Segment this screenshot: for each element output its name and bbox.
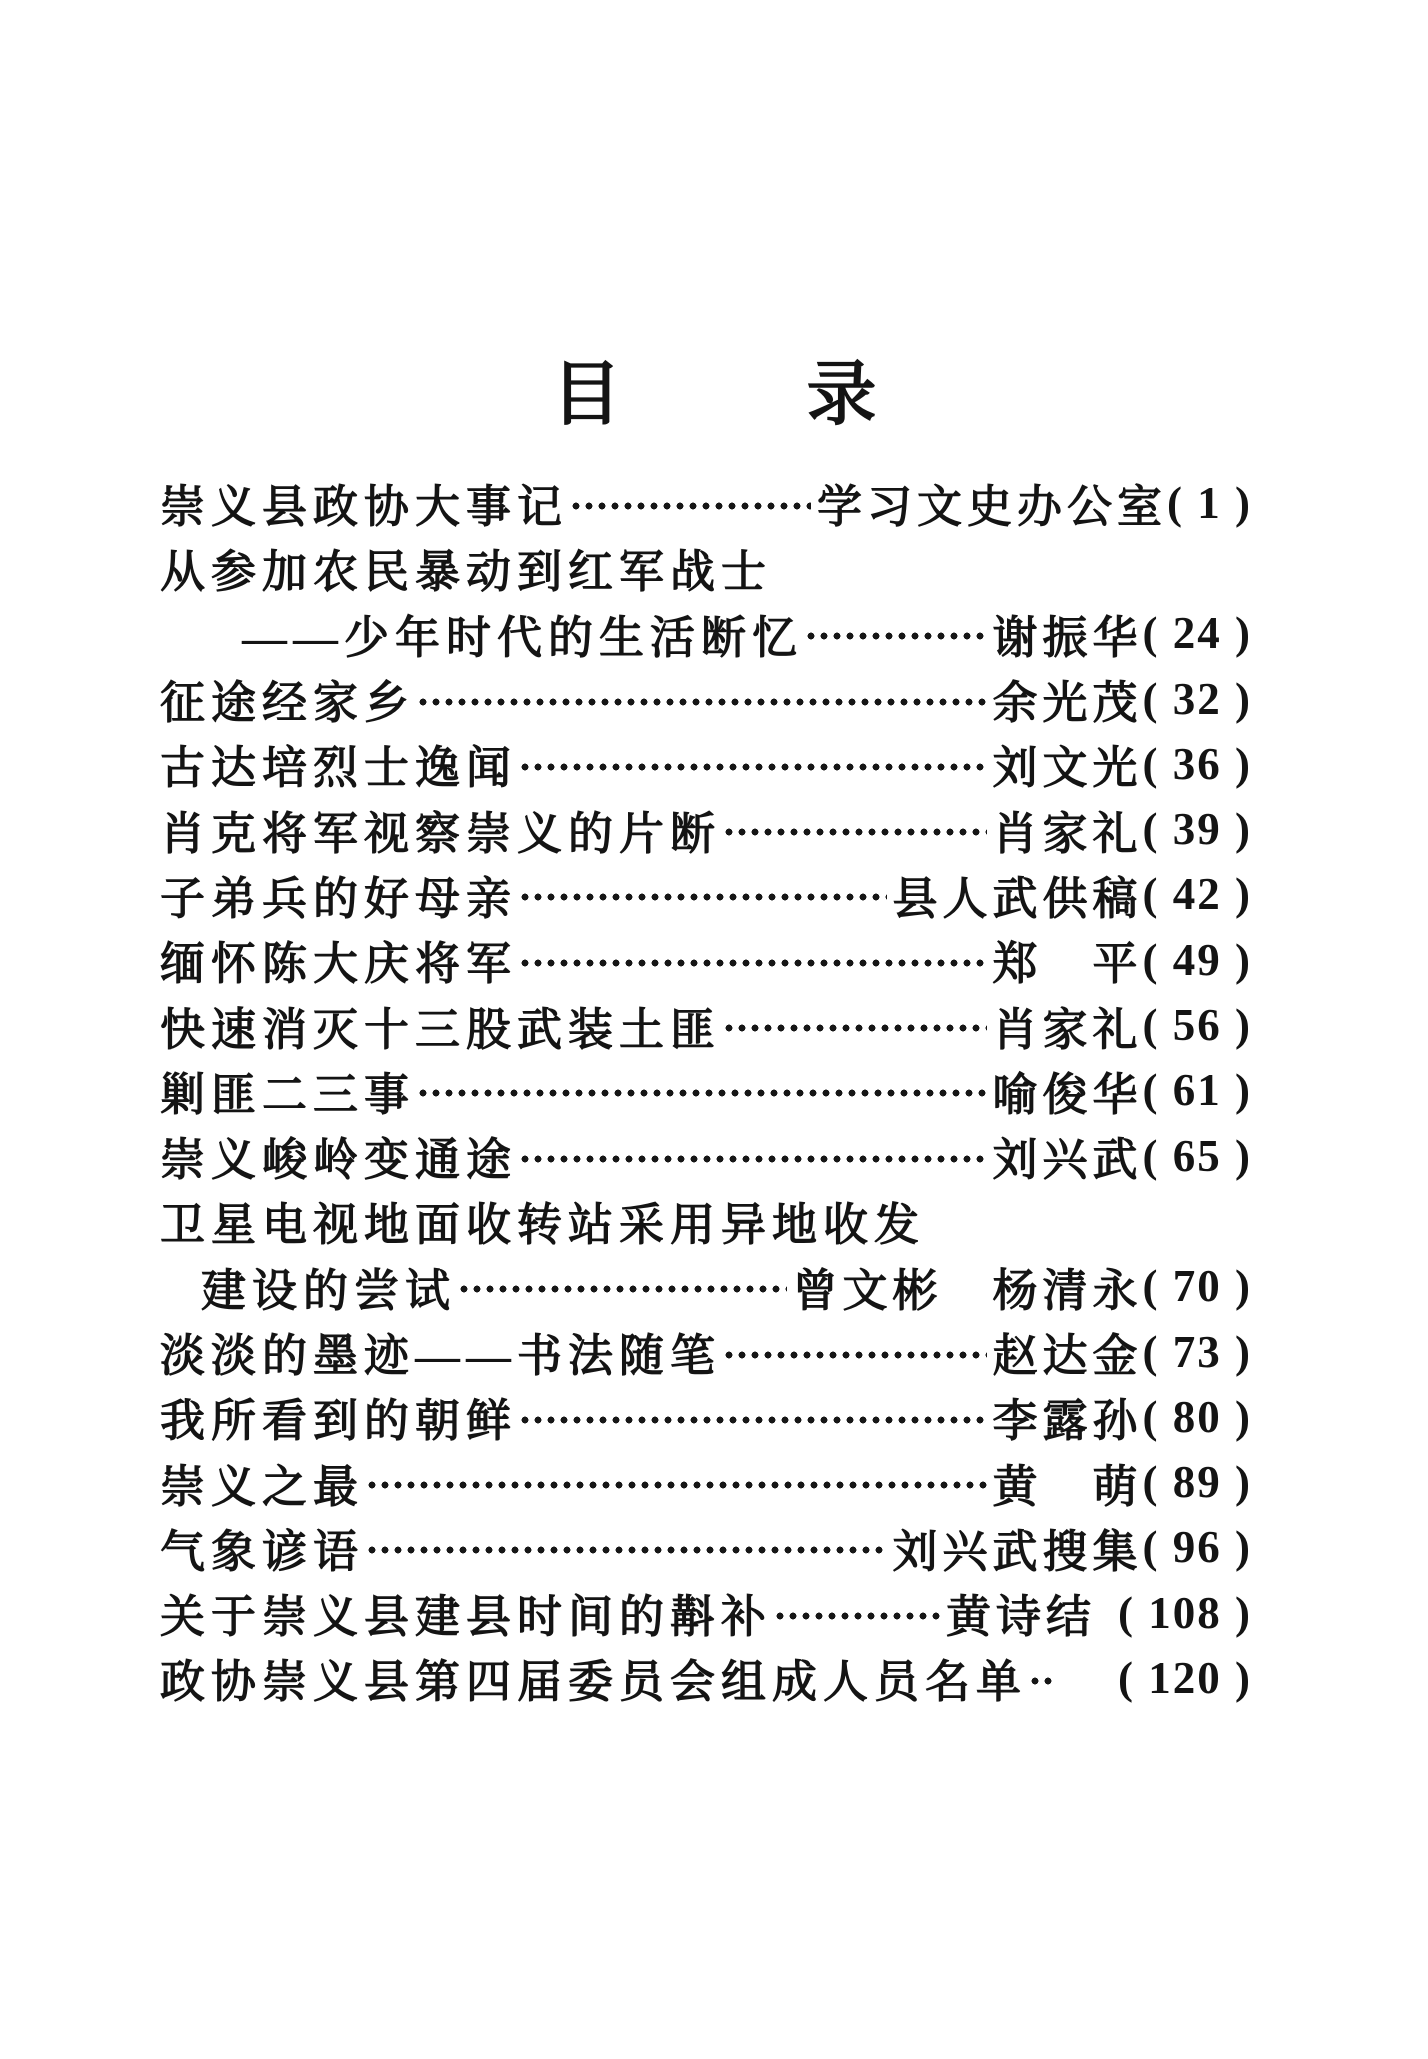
toc-entry-author: 刘兴武搜集 — [892, 1526, 1143, 1577]
toc-entry-author: 黄诗结 — [946, 1592, 1097, 1643]
toc-entry — [160, 1645, 1252, 1710]
toc-list — [160, 470, 1252, 1711]
toc-entry-title: 古达培烈士逸闻 — [160, 743, 518, 794]
toc-entry-title: 我所看到的朝鲜 — [160, 1396, 518, 1447]
toc-entry-title: 征途经家乡 — [160, 678, 416, 729]
toc-entry-author: 肖家礼 — [992, 1004, 1143, 1055]
toc-entry-author: 肖家礼 — [992, 808, 1143, 859]
dot-leader — [723, 1350, 986, 1360]
dot-leader — [519, 892, 886, 902]
dot-leader — [458, 1284, 786, 1294]
toc-entry-title: 子弟兵的好母亲 — [160, 873, 518, 924]
toc-entry-title: 快速消灭十三股武装土匪 — [160, 1004, 722, 1055]
toc-entry-page: ( 39 ) — [1142, 804, 1252, 855]
toc-entry — [160, 535, 1252, 600]
toc-entry — [160, 1058, 1252, 1123]
toc-entry — [160, 992, 1252, 1057]
toc-entry-title: 剿匪二三事 — [160, 1069, 416, 1120]
toc-entry-title: 从参加农民暴动到红军战士 — [160, 547, 773, 598]
toc-entry — [160, 1580, 1252, 1645]
toc-entry-page: ( 42 ) — [1142, 869, 1252, 920]
toc-entry-page: ( 96 ) — [1142, 1522, 1252, 1573]
toc-entry-page: ( 56 ) — [1142, 1000, 1252, 1051]
toc-entry-title: 缅怀陈大庆将军 — [160, 939, 518, 990]
toc-entry-author: 县人武供稿 — [892, 873, 1143, 924]
dot-leader — [366, 1545, 886, 1555]
toc-entry-page: ( 32 ) — [1142, 673, 1252, 724]
toc-entry-author: 余光茂 — [992, 678, 1143, 729]
dot-leader — [519, 1154, 986, 1164]
dot-leader — [417, 697, 986, 707]
toc-entry-page: ( 24 ) — [1142, 608, 1252, 659]
toc-entry-author: 赵达金 — [992, 1331, 1143, 1381]
dot-leader — [805, 631, 986, 641]
toc-entry — [160, 470, 1252, 535]
toc-entry-page: ( 89 ) — [1142, 1457, 1252, 1508]
toc-entry-title: 关于崇义县建县时间的斠补 — [160, 1592, 773, 1643]
toc-entry-page: ( 1 ) — [1167, 477, 1252, 528]
toc-entry — [160, 1319, 1252, 1384]
toc-entry — [160, 1384, 1252, 1449]
dot-leader — [774, 1611, 940, 1621]
toc-entry-author: 谢振华 — [992, 612, 1143, 663]
toc-entry-author: 李露孙 — [992, 1396, 1143, 1447]
dot-leader — [723, 1023, 986, 1033]
toc-entry — [160, 1123, 1252, 1188]
toc-entry-author: 曾文彬 杨清永 — [792, 1265, 1143, 1316]
toc-entry-title: 政协崇义县第四届委员会组成人员名单 — [160, 1657, 1028, 1708]
toc-entry-title: 气象谚语 — [160, 1526, 365, 1577]
toc-entry — [160, 601, 1252, 666]
toc-entry — [160, 796, 1252, 861]
toc-entry-title: ——少年时代的生活断忆 — [242, 612, 804, 663]
dot-leader — [1029, 1676, 1057, 1686]
toc-entry-page: ( 36 ) — [1142, 738, 1252, 789]
toc-entry-page: ( 73 ) — [1142, 1326, 1252, 1377]
toc-entry-title: 建设的尝试 — [201, 1265, 457, 1316]
toc-entry-title: 崇义之最 — [160, 1461, 365, 1512]
toc-entry — [160, 862, 1252, 927]
dot-leader — [366, 1480, 986, 1490]
toc-entry — [160, 1188, 1252, 1253]
dot-leader — [723, 827, 986, 837]
toc-entry-title: 崇义县政协大事记 — [160, 482, 569, 533]
toc-entry-author: 刘文光 — [992, 743, 1143, 794]
toc-entry-author: 喻俊华 — [992, 1069, 1143, 1120]
toc-entry-page: ( 120 ) — [1118, 1652, 1252, 1703]
page-title — [0, 358, 1428, 434]
toc-entry-author: 黄 萌 — [992, 1461, 1143, 1512]
toc-entry — [160, 1254, 1252, 1319]
toc-entry-title: 肖克将军视察崇义的片断 — [160, 808, 722, 859]
dot-leader — [417, 1088, 986, 1098]
toc-entry — [160, 1449, 1252, 1514]
toc-entry — [160, 666, 1252, 731]
dot-leader — [570, 501, 811, 511]
dot-leader — [519, 762, 986, 772]
toc-entry — [160, 1515, 1252, 1580]
toc-entry-author: 刘兴武 — [992, 1135, 1143, 1186]
toc-entry-page: ( 80 ) — [1142, 1391, 1252, 1442]
toc-entry-page: ( 65 ) — [1142, 1130, 1252, 1181]
toc-entry-page: ( 49 ) — [1142, 934, 1252, 985]
toc-entry-title: 淡淡的墨迹——书法随笔 — [160, 1331, 722, 1381]
toc-entry-page: ( 61 ) — [1142, 1065, 1252, 1116]
toc-entry — [160, 927, 1252, 992]
toc-entry — [160, 731, 1252, 796]
toc-entry-page: ( 70 ) — [1142, 1261, 1252, 1312]
toc-entry-title: 崇义峻岭变通途 — [160, 1135, 518, 1186]
toc-entry-author: 郑 平 — [992, 939, 1143, 990]
page-title-char-right: 录 — [806, 357, 877, 434]
dot-leader — [519, 1415, 986, 1425]
dot-leader — [519, 958, 986, 968]
toc-entry-page: ( 108 ) — [1118, 1587, 1252, 1638]
toc-entry-title: 卫星电视地面收转站采用异地收发 — [160, 1200, 926, 1251]
toc-entry-author: 学习文史办公室 — [817, 482, 1168, 533]
page-title-char-left: 目 — [551, 357, 622, 434]
